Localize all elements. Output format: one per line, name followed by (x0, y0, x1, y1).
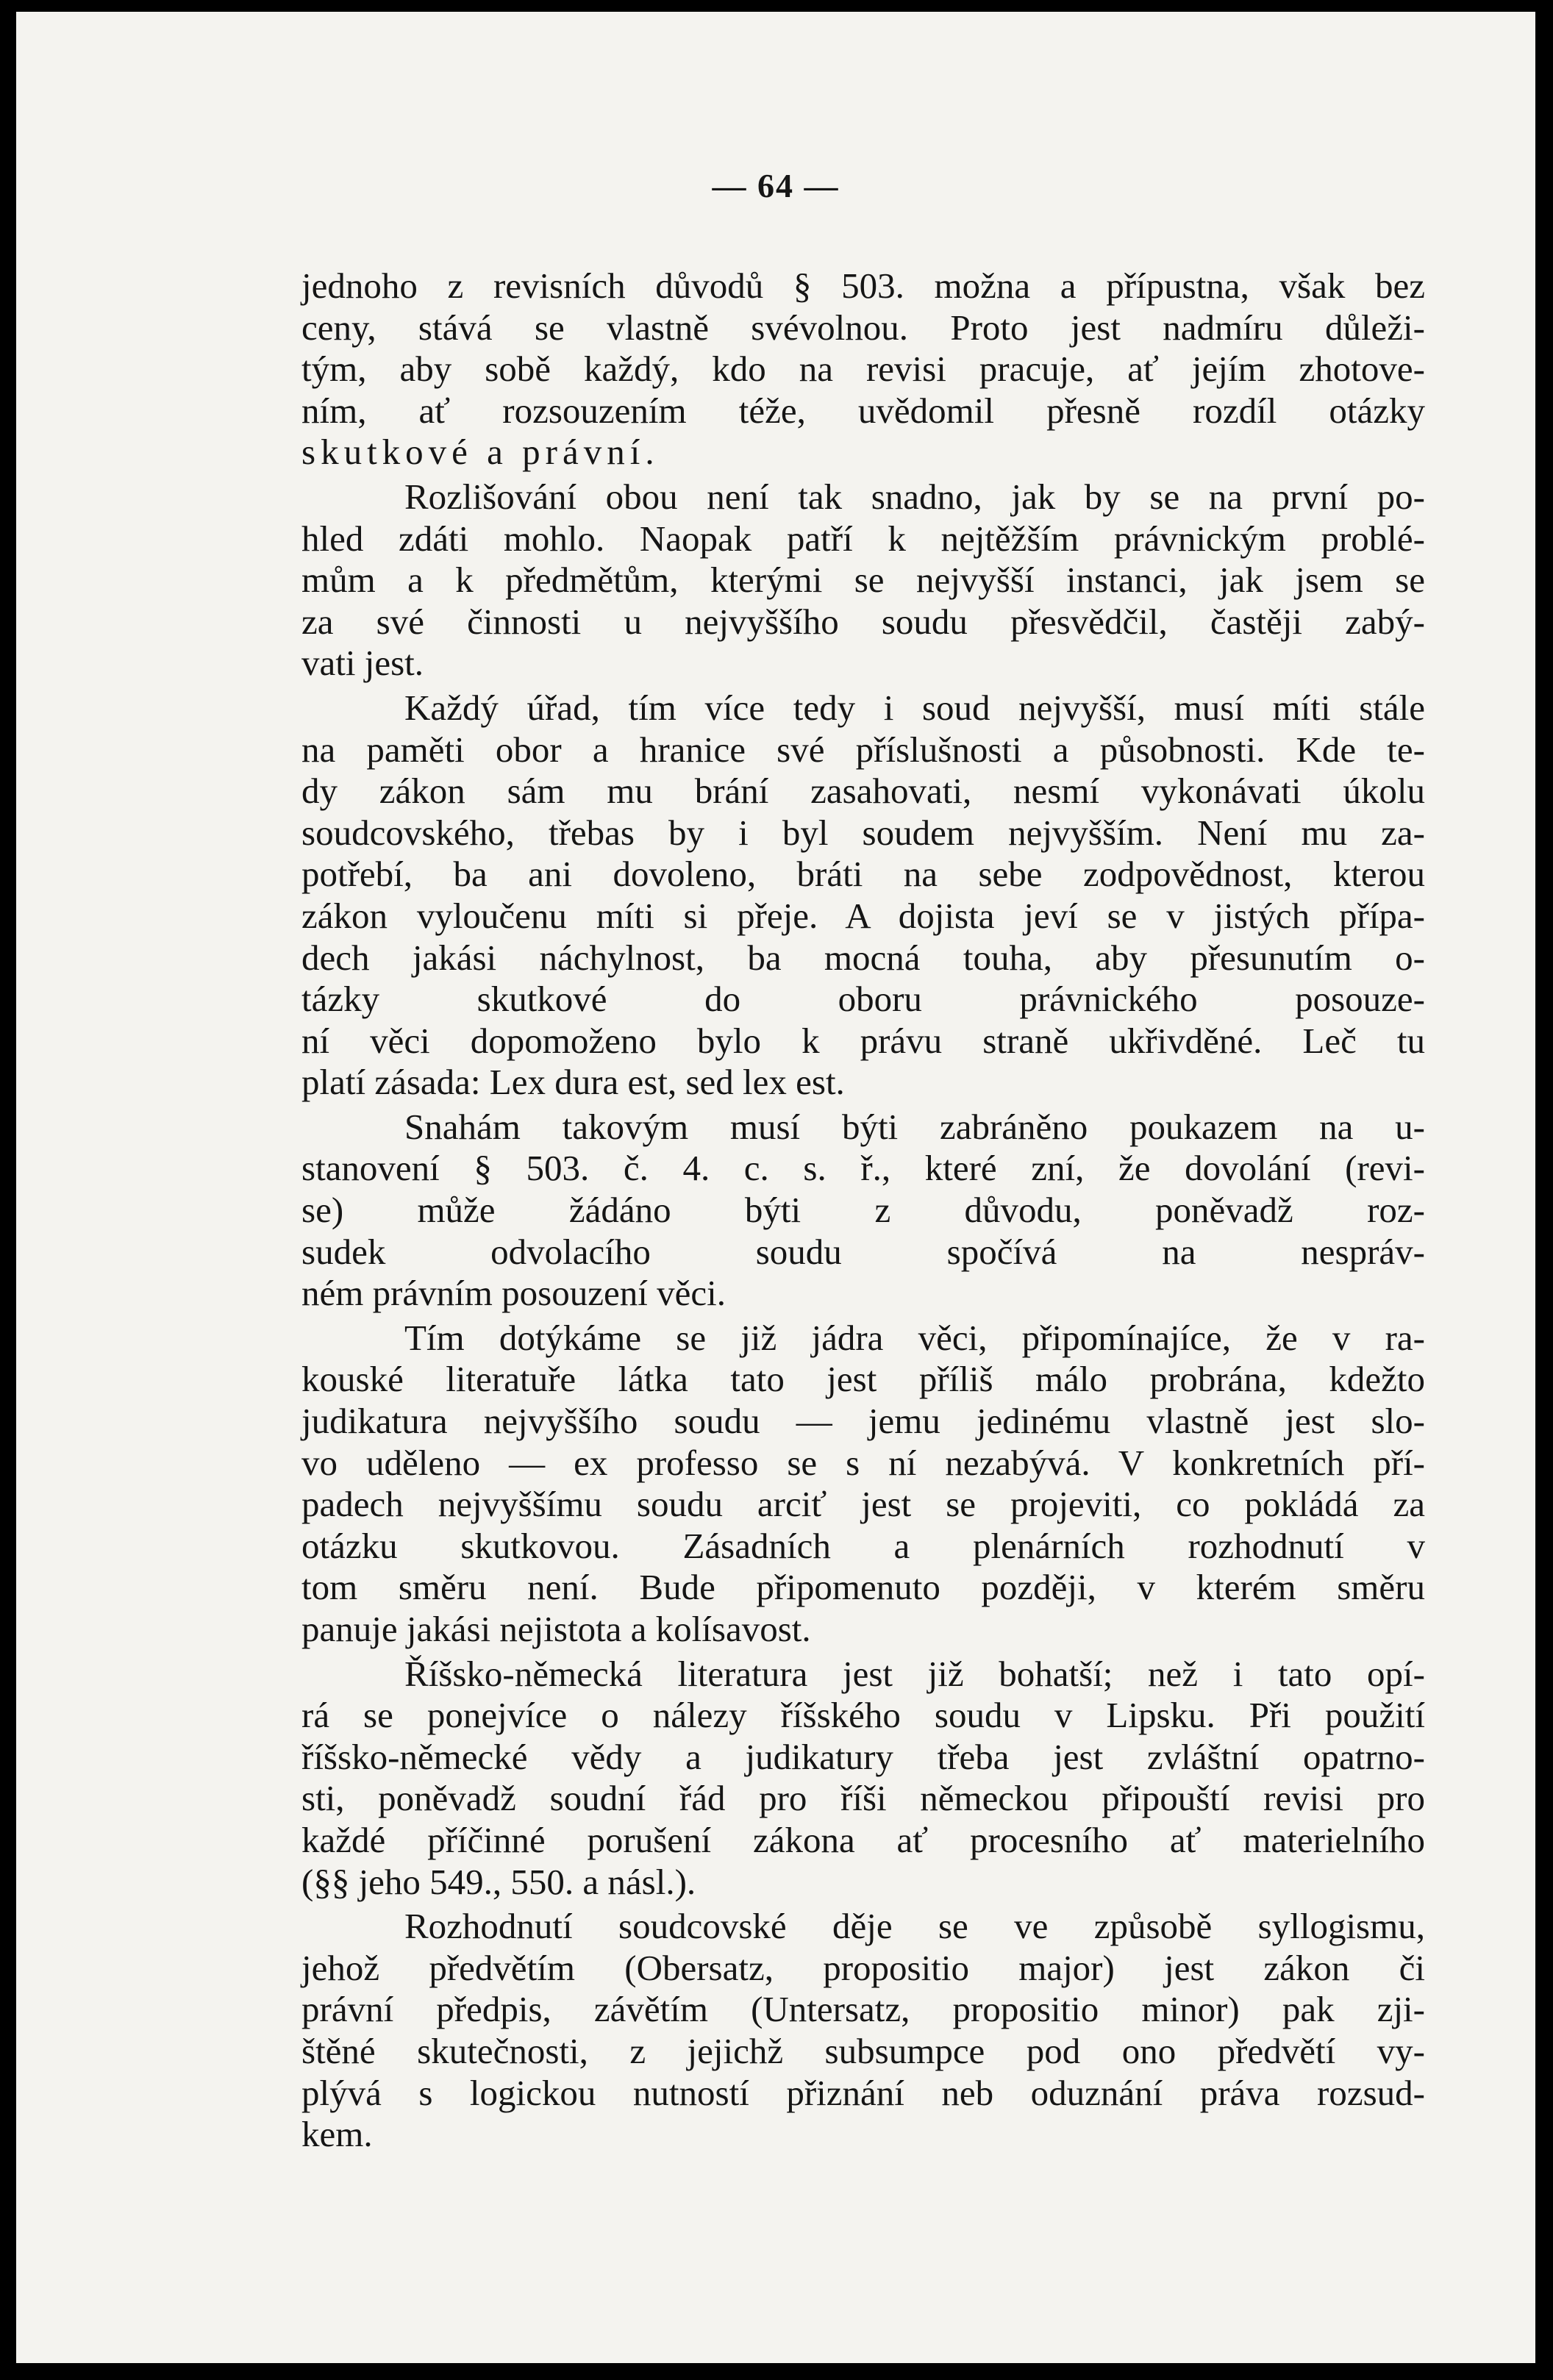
text-line: vati jest. (301, 643, 424, 684)
text-line: judikatura nejvyššího soudu — jemu jedinému vlastně jest slo- (301, 1401, 1425, 1442)
text-line: Rozlišování obou není tak snadno, jak by se na první po- (404, 476, 1425, 517)
text-line: tázky skutkové do oboru právnického posouze- (301, 979, 1425, 1020)
text-line: panuje jakási nejistota a kolísavost. (301, 1609, 811, 1649)
text-line: právní předpis, závětím (Untersatz, propositio minor) pak zji- (301, 1989, 1425, 2030)
text-line: zákon vyloučenu míti si přeje. A dojista jeví se v jistých přípa- (301, 895, 1425, 936)
text-line: dech jakási náchylnost, ba mocná touha, aby přesunutím o- (301, 937, 1425, 978)
text-line: tom směru není. Bude připomenuto později, v kterém směru (301, 1567, 1425, 1608)
text-line: štěné skutečnosti, z jejichž subsumpce pod ono předvětí vy- (301, 2030, 1425, 2071)
text-line: kem. (301, 2114, 373, 2155)
text-line: za své činnosti u nejvyššího soudu přesvědčil, častěji zabý- (301, 601, 1425, 642)
text-line: jednoho z revisních důvodů § 503. možna a přípustna, však bez (301, 265, 1425, 306)
text-line: hled zdáti mohlo. Naopak patří k nejtěžším právnickým problé- (301, 518, 1425, 559)
text-line: každé příčinné porušení zákona ať procesního ať materielního (301, 1819, 1425, 1860)
paragraph (301, 1654, 1425, 1904)
text-line: na paměti obor a hranice své příslušnosti a působnosti. Kde te- (301, 729, 1425, 770)
text-line: padech nejvyššímu soudu arciť jest se projeviti, co pokládá za (301, 1484, 1425, 1525)
paragraph (301, 476, 1425, 685)
paragraph (301, 1906, 1425, 2156)
paragraph (301, 265, 1425, 474)
text-line: tým, aby sobě každý, kdo na revisi pracuje, ať jejím zhotove- (301, 349, 1425, 390)
paragraph (301, 687, 1425, 1104)
text-line: ceny, stává se vlastně svévolnou. Proto jest nadmíru důleži- (301, 307, 1425, 348)
body-text (301, 265, 1425, 2156)
text-line: plývá s logickou nutností přiznání neb oduznání práva rozsud- (301, 2072, 1425, 2113)
text-line: mům a k předmětům, kterými se nejvyšší instanci, jak jsem se (301, 560, 1425, 601)
text-line: jehož předvětím (Obersatz, propositio major) jest zákon či (301, 1947, 1425, 1988)
text-line: ním, ať rozsouzením téže, uvědomil přesně rozdíl otázky (301, 390, 1425, 431)
text-line: potřebí, ba ani dovoleno, bráti na sebe zodpovědnost, kterou (301, 854, 1425, 895)
text-line: říšsko-německé vědy a judikatury třeba jest zvláštní opatrno- (301, 1736, 1425, 1777)
book-page (16, 12, 1535, 2363)
text-line: Každý úřad, tím více tedy i soud nejvyšší, musí míti stále (404, 687, 1425, 728)
text-line: ném právním posouzení věci. (301, 1273, 726, 1314)
text-line: sudek odvolacího soudu spočívá na nespráv- (301, 1231, 1425, 1272)
text-line: vo uděleno — ex professo se s ní nezabývá. V konkretních pří- (301, 1442, 1425, 1483)
text-line: kouské literatuře látka tato jest příliš málo probrána, kdežto (301, 1359, 1425, 1400)
text-line: Rozhodnutí soudcovské děje se ve způsobě syllogismu, (404, 1906, 1425, 1947)
text-line: stanovení § 503. č. 4. c. s. ř., které zní, že dovolání (revi- (301, 1148, 1425, 1189)
text-line: sti, poněvadž soudní řád pro říši německou připouští revisi pro (301, 1778, 1425, 1819)
text-line: ní věci dopomoženo bylo k právu straně ukřivděné. Leč tu (301, 1020, 1425, 1061)
paragraph (301, 1107, 1425, 1315)
text-line: Snahám takovým musí býti zabráněno poukazem na u- (404, 1106, 1425, 1147)
text-line: dy zákon sám mu brání zasahovati, nesmí vykonávati úkolu (301, 771, 1425, 812)
text-line: otázku skutkovou. Zásadních a plenárních rozhodnutí v (301, 1525, 1425, 1566)
text-line: rá se ponejvíce o nálezy říšského soudu v Lipsku. Při použití (301, 1695, 1425, 1736)
text-line: platí zásada: Lex dura est, sed lex est. (301, 1062, 845, 1103)
text-line: skutkové a právní. (301, 432, 660, 473)
paragraph (301, 1318, 1425, 1651)
text-line: soudcovského, třebas by i byl soudem nejvyšším. Není mu za- (301, 812, 1425, 853)
page-number: — 64 — (712, 167, 840, 204)
text-line: Tím dotýkáme se již jádra věci, připomínajíce, že v ra- (404, 1317, 1425, 1358)
text-line: Říšsko-německá literatura jest již bohatší; než i tato opí- (404, 1653, 1425, 1694)
text-line: se) může žádáno býti z důvodu, poněvadž roz- (301, 1190, 1425, 1231)
text-line: (§§ jeho 549., 550. a násl.). (301, 1861, 696, 1902)
